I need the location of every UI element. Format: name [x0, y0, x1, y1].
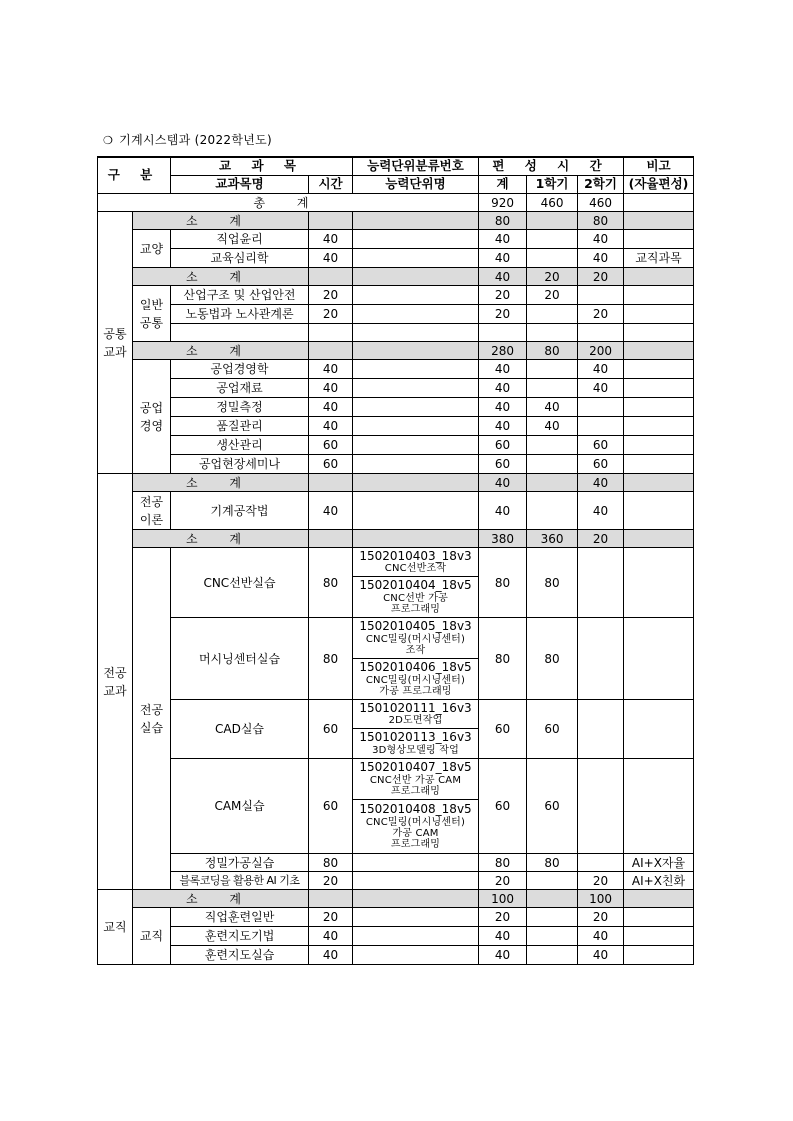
general-subtotal-note — [624, 268, 694, 286]
sem1-hours — [527, 379, 578, 398]
ncs-cell — [353, 908, 479, 927]
subject-name: 훈련지도기법 — [171, 927, 309, 946]
ncs-cell — [353, 398, 479, 417]
note-cell — [624, 286, 694, 305]
sem2-hours — [578, 759, 624, 854]
ncs-cell — [353, 854, 479, 872]
table-row — [98, 908, 694, 927]
ncs-code: 1502010404_18v5 — [359, 578, 472, 593]
sem2-hours: 60 — [578, 455, 624, 474]
ncs-unit-name: CNC밀링(머시닝센터) — [365, 674, 466, 686]
ncs-code: 1501020113_16v3 — [359, 730, 472, 745]
table-row — [98, 455, 694, 474]
mgmt-subtotal-total: 280 — [479, 342, 527, 360]
note-cell — [624, 946, 694, 965]
ncs-unit-name: CNC선반 가공 CAM — [369, 774, 462, 786]
table-row — [98, 398, 694, 417]
subject-hours: 80 — [309, 618, 353, 700]
ncs-cell — [353, 759, 479, 800]
total-hours: 40 — [479, 360, 527, 379]
ncs-cell — [353, 800, 479, 854]
header-ncs-code: 능력단위분류번호 — [353, 157, 479, 176]
general-subtotal-hours — [309, 268, 353, 286]
header-category: 구 분 — [98, 157, 171, 194]
total-hours: 40 — [479, 946, 527, 965]
sem1-hours — [527, 946, 578, 965]
note-cell — [624, 324, 694, 342]
title-text: 기계시스템과 (2022학년도) — [119, 133, 273, 147]
ncs-cell — [353, 946, 479, 965]
total-hours: 20 — [479, 908, 527, 927]
table-row — [98, 618, 694, 659]
ncs-unit-name: 2D도면작업 — [388, 715, 443, 727]
subject-hours: 40 — [309, 417, 353, 436]
ncs-cell — [353, 700, 479, 729]
subject-hours: 40 — [309, 379, 353, 398]
mgmt-subtotal-note — [624, 342, 694, 360]
sem1-hours — [527, 492, 578, 530]
subject-hours: 40 — [309, 249, 353, 268]
table-row — [98, 379, 694, 398]
subject-name: 직업윤리 — [171, 230, 309, 249]
mgmt-subtotal-label: 소 계 — [133, 342, 309, 360]
note-cell — [624, 618, 694, 700]
teaching-subtotal-row — [98, 890, 694, 908]
practice-subtotal-ncs — [353, 530, 479, 548]
sem2-hours: 20 — [578, 908, 624, 927]
ncs-code: 1502010406_18v5 — [359, 660, 472, 675]
ncs-cell — [353, 729, 479, 759]
common-subtotal-label: 소 계 — [133, 212, 309, 230]
total-hours: 80 — [479, 854, 527, 872]
header-subject-group: 교 과 목 — [171, 157, 353, 176]
subject-hours: 40 — [309, 492, 353, 530]
practice-subtotal-note — [624, 530, 694, 548]
subject-hours: 40 — [309, 230, 353, 249]
sem1-hours — [527, 360, 578, 379]
table-row — [98, 436, 694, 455]
sem1-hours — [527, 324, 578, 342]
group-label-teaching: 교직 — [133, 908, 171, 965]
header-note-sub: (자율편성) — [624, 176, 694, 194]
sem1-hours: 80 — [527, 854, 578, 872]
curriculum-table — [97, 156, 694, 965]
ncs-unit-name: 3D형상모델링 작업 — [372, 744, 459, 756]
mgmt-subtotal-sem1: 80 — [527, 342, 578, 360]
major-subtotal-note — [624, 474, 694, 492]
sem2-hours: 40 — [578, 492, 624, 530]
mgmt-subtotal-row — [98, 342, 694, 360]
group-label-general: 일반 공통 — [133, 286, 171, 342]
total-hours: 40 — [479, 492, 527, 530]
ncs-code: 1501020111_16v3 — [359, 700, 472, 715]
general-subtotal-sem1: 20 — [527, 268, 578, 286]
table-row — [98, 700, 694, 729]
sem2-hours: 60 — [578, 436, 624, 455]
sem1-hours: 20 — [527, 286, 578, 305]
ncs-cell — [353, 659, 479, 700]
teaching-subtotal-note — [624, 890, 694, 908]
header-hours: 시간 — [309, 176, 353, 194]
sem1-hours: 40 — [527, 417, 578, 436]
general-subtotal-label: 소 계 — [133, 268, 309, 286]
total-hours: 40 — [479, 398, 527, 417]
teaching-subtotal-total: 100 — [479, 890, 527, 908]
subject-hours: 20 — [309, 305, 353, 324]
major-subtotal-sem2: 40 — [578, 474, 624, 492]
sem1-hours: 80 — [527, 548, 578, 618]
sem2-hours — [578, 324, 624, 342]
ncs-unit-name: CNC선반 가공 — [383, 592, 448, 604]
total-hours: 40 — [479, 230, 527, 249]
sem2-hours: 20 — [578, 305, 624, 324]
ncs-unit-name: 프로그래밍 — [390, 838, 441, 850]
note-cell — [624, 927, 694, 946]
sem2-hours — [578, 417, 624, 436]
ncs-cell — [353, 618, 479, 659]
teaching-section-label: 교직 — [98, 890, 133, 965]
sem1-hours — [527, 249, 578, 268]
subject-name: CAM실습 — [171, 759, 309, 854]
ncs-unit-name: CNC선반조작 — [384, 563, 447, 575]
total-hours: 20 — [479, 286, 527, 305]
subject-hours: 80 — [309, 854, 353, 872]
sem1-hours: 60 — [527, 700, 578, 759]
ncs-cell — [353, 286, 479, 305]
sem2-hours: 40 — [578, 230, 624, 249]
total-hours: 60 — [479, 455, 527, 474]
note-cell — [624, 230, 694, 249]
teaching-subtotal-hours — [309, 890, 353, 908]
total-hours — [479, 324, 527, 342]
subject-hours: 40 — [309, 946, 353, 965]
sem2-hours: 40 — [578, 927, 624, 946]
subject-hours: 60 — [309, 759, 353, 854]
sem1-hours — [527, 230, 578, 249]
header-ncs-name: 능력단위명 — [353, 176, 479, 194]
sem1-hours — [527, 305, 578, 324]
note-cell — [624, 305, 694, 324]
table-row — [98, 249, 694, 268]
table-row — [98, 230, 694, 249]
subject-name: 머시닝센터실습 — [171, 618, 309, 700]
sem1-hours: 80 — [527, 618, 578, 700]
table-row — [98, 548, 694, 577]
common-subtotal-sem2: 80 — [578, 212, 624, 230]
ncs-cell — [353, 927, 479, 946]
note-cell — [624, 700, 694, 759]
document-title — [103, 131, 272, 148]
sem2-hours — [578, 286, 624, 305]
total-hours: 60 — [479, 436, 527, 455]
grand-total-label: 총 계 — [98, 194, 479, 212]
ncs-cell — [353, 492, 479, 530]
total-hours: 40 — [479, 379, 527, 398]
ncs-cell — [353, 417, 479, 436]
note-cell — [624, 436, 694, 455]
header-subject-name: 교과목명 — [171, 176, 309, 194]
circle-bullet-icon: ❍ — [103, 134, 114, 147]
ncs-unit-name: 가공 CAM — [392, 827, 439, 839]
note-cell: AI+X친화 — [624, 872, 694, 890]
common-subtotal-sem1 — [527, 212, 578, 230]
general-subtotal-sem2: 20 — [578, 268, 624, 286]
sem2-hours — [578, 854, 624, 872]
practice-subtotal-sem2: 20 — [578, 530, 624, 548]
subject-name: 공업재료 — [171, 379, 309, 398]
table-row — [98, 305, 694, 324]
note-cell — [624, 492, 694, 530]
ncs-cell — [353, 379, 479, 398]
theory-row — [98, 492, 694, 530]
subject-hours: 40 — [309, 398, 353, 417]
ncs-cell — [353, 872, 479, 890]
ncs-unit-name: 가공 프로그래밍 — [379, 685, 452, 697]
subject-name: 노동법과 노사관계론 — [171, 305, 309, 324]
grand-total-row — [98, 194, 694, 212]
table-row — [98, 946, 694, 965]
subject-hours: 40 — [309, 360, 353, 379]
common-subtotal-note — [624, 212, 694, 230]
subject-name: 품질관리 — [171, 417, 309, 436]
table-row — [98, 759, 694, 800]
total-hours: 60 — [479, 700, 527, 759]
table-row — [98, 417, 694, 436]
common-section-label: 공통 교과 — [98, 212, 133, 474]
subject-hours: 40 — [309, 927, 353, 946]
group-label-gyoyang: 교양 — [133, 230, 171, 268]
ncs-unit-name: 프로그래밍 — [390, 785, 441, 797]
header-row-1 — [98, 157, 694, 176]
note-cell — [624, 417, 694, 436]
subject-name: CNC선반실습 — [171, 548, 309, 618]
sem2-hours — [578, 548, 624, 618]
subject-hours: 60 — [309, 700, 353, 759]
mgmt-subtotal-sem2: 200 — [578, 342, 624, 360]
header-row-2 — [98, 176, 694, 194]
ncs-code: 1502010408_18v5 — [359, 802, 472, 817]
common-subtotal-row — [98, 212, 694, 230]
subject-hours — [309, 324, 353, 342]
grand-total-sem2: 460 — [578, 194, 624, 212]
table-row — [98, 854, 694, 872]
major-subtotal-ncs — [353, 474, 479, 492]
ncs-cell — [353, 324, 479, 342]
teaching-subtotal-sem1 — [527, 890, 578, 908]
sem1-hours — [527, 455, 578, 474]
total-hours: 20 — [479, 305, 527, 324]
subject-hours: 80 — [309, 548, 353, 618]
sem1-hours — [527, 436, 578, 455]
subject-name: 교육심리학 — [171, 249, 309, 268]
group-label-practice: 전공 실습 — [133, 548, 171, 890]
teaching-subtotal-label: 소 계 — [133, 890, 309, 908]
note-cell — [624, 548, 694, 618]
note-cell — [624, 360, 694, 379]
group-label-theory: 전공 이론 — [133, 492, 171, 530]
ncs-cell — [353, 436, 479, 455]
table-row — [98, 324, 694, 342]
note-cell — [624, 759, 694, 854]
subject-name: CAD실습 — [171, 700, 309, 759]
major-subtotal-label: 소 계 — [133, 474, 309, 492]
grand-total-value: 920 — [479, 194, 527, 212]
ncs-unit-name: 프로그래밍 — [390, 603, 441, 615]
major-subtotal-row — [98, 474, 694, 492]
note-cell: AI+X자율 — [624, 854, 694, 872]
practice-subtotal-total: 380 — [479, 530, 527, 548]
table-row — [98, 286, 694, 305]
subject-hours: 60 — [309, 436, 353, 455]
sem2-hours — [578, 398, 624, 417]
teaching-subtotal-sem2: 100 — [578, 890, 624, 908]
ncs-unit-name: CNC밀링(머시닝센터) — [365, 633, 466, 645]
header-sem2: 2학기 — [578, 176, 624, 194]
subject-name: 정밀가공실습 — [171, 854, 309, 872]
subject-name: 공업현장세미나 — [171, 455, 309, 474]
subject-name: 공업경영학 — [171, 360, 309, 379]
table-row — [98, 927, 694, 946]
ncs-cell — [353, 249, 479, 268]
sem2-hours: 40 — [578, 360, 624, 379]
group-label-mgmt: 공업 경영 — [133, 360, 171, 474]
sem2-hours — [578, 700, 624, 759]
note-cell: 교직과목 — [624, 249, 694, 268]
subject-hours: 20 — [309, 908, 353, 927]
common-subtotal-total: 80 — [479, 212, 527, 230]
general-subtotal-row — [98, 268, 694, 286]
sem1-hours: 40 — [527, 398, 578, 417]
sem1-hours — [527, 872, 578, 890]
total-hours: 40 — [479, 249, 527, 268]
practice-subtotal-label: 소 계 — [133, 530, 309, 548]
general-subtotal-ncs — [353, 268, 479, 286]
subject-hours: 20 — [309, 286, 353, 305]
subject-name: 블록코딩을 활용한 AI 기초 — [171, 872, 309, 890]
sem1-hours — [527, 927, 578, 946]
subject-name: 생산관리 — [171, 436, 309, 455]
major-subtotal-total: 40 — [479, 474, 527, 492]
grand-total-note — [624, 194, 694, 212]
sem1-hours — [527, 908, 578, 927]
major-subtotal-hours — [309, 474, 353, 492]
note-cell — [624, 379, 694, 398]
ncs-unit-name: CNC밀링(머시닝센터) — [365, 816, 466, 828]
mgmt-subtotal-ncs — [353, 342, 479, 360]
total-hours: 40 — [479, 417, 527, 436]
practice-subtotal-sem1: 360 — [527, 530, 578, 548]
common-subtotal-ncs — [353, 212, 479, 230]
total-hours: 80 — [479, 548, 527, 618]
total-hours: 60 — [479, 759, 527, 854]
subject-name: 정밀측정 — [171, 398, 309, 417]
header-note: 비고 — [624, 157, 694, 176]
header-sem1: 1학기 — [527, 176, 578, 194]
ncs-cell — [353, 577, 479, 618]
sem2-hours — [578, 618, 624, 700]
teaching-subtotal-ncs — [353, 890, 479, 908]
common-subtotal-hours — [309, 212, 353, 230]
table-row — [98, 360, 694, 379]
table-row — [98, 872, 694, 890]
note-cell — [624, 398, 694, 417]
subject-name: 훈련지도실습 — [171, 946, 309, 965]
practice-subtotal-hours — [309, 530, 353, 548]
subject-name — [171, 324, 309, 342]
ncs-cell — [353, 230, 479, 249]
sem2-hours: 40 — [578, 946, 624, 965]
sem1-hours: 60 — [527, 759, 578, 854]
ncs-cell — [353, 305, 479, 324]
header-schedule: 편 성 시 간 — [479, 157, 624, 176]
major-subtotal-sem1 — [527, 474, 578, 492]
note-cell — [624, 455, 694, 474]
note-cell — [624, 908, 694, 927]
sem2-hours: 40 — [578, 249, 624, 268]
sem2-hours: 20 — [578, 872, 624, 890]
ncs-cell — [353, 548, 479, 577]
ncs-cell — [353, 360, 479, 379]
total-hours: 40 — [479, 927, 527, 946]
subject-name: 직업훈련일반 — [171, 908, 309, 927]
grand-total-sem1: 460 — [527, 194, 578, 212]
ncs-code: 1502010407_18v5 — [359, 760, 472, 775]
practice-subtotal-row — [98, 530, 694, 548]
ncs-code: 1502010405_18v3 — [359, 619, 472, 634]
header-total: 계 — [479, 176, 527, 194]
ncs-unit-name: 조작 — [405, 644, 426, 656]
subject-hours: 60 — [309, 455, 353, 474]
subject-hours: 20 — [309, 872, 353, 890]
ncs-code: 1502010403_18v3 — [359, 548, 472, 563]
sem2-hours: 40 — [578, 379, 624, 398]
total-hours: 20 — [479, 872, 527, 890]
general-subtotal-total: 40 — [479, 268, 527, 286]
subject-name: 산업구조 및 산업안전 — [171, 286, 309, 305]
total-hours: 80 — [479, 618, 527, 700]
ncs-cell — [353, 455, 479, 474]
mgmt-subtotal-hours — [309, 342, 353, 360]
subject-name: 기계공작법 — [171, 492, 309, 530]
major-section-label: 전공 교과 — [98, 474, 133, 890]
